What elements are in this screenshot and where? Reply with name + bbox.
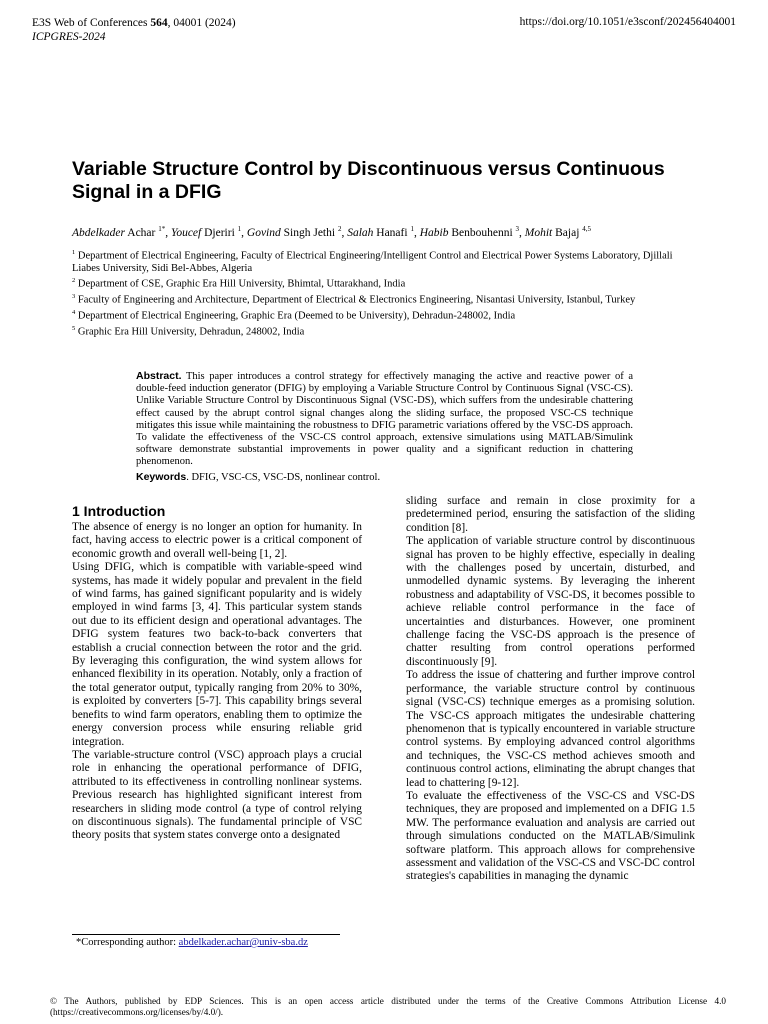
paragraph: Using DFIG, which is compatible with variable-speed wind systems, has made it widely popular and prevalent in the field of wind farms, has gained significant popularity and is widely employed in wind farms [3, 4]. This particular system stands out due to its efficient design and operational advantages. The DFIG system features two back-to-back converters that establish a crucial connection between the rotor and the grid. By leveraging this configuration, the wind system allows for enhanced flexibility in its operation. Notably, only a fraction of the total generator output, typically ranging from 20% to 30%, is exploited by converters [5-7]. This capability brings several benefits to wind farm operators, enabling them to optimize the energy conversion process while ensuring reliable grid integration. (72, 561, 362, 748)
affiliation-list (72, 247, 702, 339)
paragraph: sliding surface and remain in close proximity for a predetermined period, ensuring the satisfaction of the sliding condition [8]. (406, 495, 695, 534)
affiliation-text: Department of Electrical Engineering, Faculty of Electrical Engineering/Intelligent Control and Electrical Power Systems Laboratory, Djillali Liabes University, Sidi Bel-Abbes, Algeria (72, 250, 673, 274)
keywords-label: Keywords (136, 471, 187, 483)
section-heading: 1 Introduction (72, 503, 166, 519)
author-affiliation-ref: 1 (237, 225, 242, 233)
author-affiliation-ref: 3 (515, 225, 520, 233)
journal-header (32, 16, 236, 30)
paragraph: The variable-structure control (VSC) approach plays a crucial role in enhancing the operational performance of DFIG, attributed to its effectiveness in controlling nonlinear systems. Previous research has highlighted significant interest from researchers in sliding mode control (a type of control relying on discontinuous signals). The fundamental principle of VSC theory posits that system states converge onto a designated (72, 748, 362, 842)
author-last-name: Singh Jethi (283, 226, 336, 239)
affiliation-text: Department of Electrical Engineering, Graphic Era (Deemed to be University), Dehradun-248002, India (77, 310, 516, 322)
affiliation-number: 2 (72, 277, 76, 285)
affiliation (72, 307, 702, 323)
author-affiliation-ref: 2 (337, 225, 342, 233)
author-email-link[interactable]: abdelkader.achar@univ-sba.dz (178, 937, 308, 948)
author-last-name: Bajaj (555, 226, 580, 239)
journal-volume: 564 (150, 17, 168, 29)
affiliation-number: 4 (72, 309, 76, 317)
license-footer: © The Authors, published by EDP Sciences. This is an open access article distributed under the terms of the Creative Commons Attribution License 4.0 (https://creativecommons.org/licenses/by/4.0/). (50, 996, 726, 1017)
paragraph: The absence of energy is no longer an option for humanity. In fact, having access to electric power is a critical component of economic growth and overall well-being [1, 2]. (72, 521, 362, 560)
affiliation-text: Graphic Era Hill University, Dehradun, 248002, India (77, 326, 305, 338)
footnote (76, 937, 308, 948)
affiliation (72, 247, 702, 275)
abstract-label: Abstract. (136, 370, 182, 382)
author-first-name: Abdelkader (72, 226, 126, 239)
author-affiliation-ref: 1* (158, 225, 166, 233)
paragraph: The application of variable structure control by discontinuous signal has proven to be highly effective, especially in dealing with the challenges posed by uncertain, disturbed, and unmodelled dynamic systems. By leveraging the inherent robustness and adaptability of VSC-DS, it becomes possible to achieve reliable control performance in the face of uncertainties and disturbances. However, one prominent challenge facing the VSC-DS approach is the presence of chatter resulting from control operations performed discontinuously [9]. (406, 535, 695, 668)
paragraph: To evaluate the effectiveness of the VSC-CS and VSC-DS techniques, they are proposed and implemented on a DFIG 1.5 MW. The performance evaluation and analysis are carried out through simulations conducted on the MATLAB/Simulink software platform. This approach allows for comprehensive assessment and validation of the VSC-CS and VSC-DC control strategies's capabilities in managing the dynamic (406, 789, 695, 883)
author-last-name: Djeriri (204, 226, 235, 239)
affiliation-text: Department of CSE, Graphic Era Hill University, Bhimtal, Uttarakhand, India (77, 278, 406, 290)
doi-link[interactable]: https://doi.org/10.1051/e3sconf/202456404001 (519, 16, 736, 28)
article-number: , 04001 (2024) (167, 17, 236, 29)
keywords-text: . DFIG, VSC-CS, VSC-DS, nonlinear control. (186, 472, 381, 483)
author-first-name: Youcef (170, 226, 202, 239)
author-first-name: Salah (347, 226, 374, 239)
author-list: Abdelkader Achar $^{1*}$, Youcef Djeriri $^1$, Govind Singh Jethi $^2$, Salah Hanafi $^1$, Habib Benbouhenni $^3$, Mohit Bajaj $^{4,5}$ (72, 225, 592, 239)
footnote-divider (72, 934, 340, 935)
footnote-label: *Corresponding author: (76, 937, 179, 948)
affiliation-number: 3 (72, 293, 76, 301)
right-column (406, 495, 695, 884)
author-last-name: Achar (127, 226, 156, 239)
affiliation-number: 5 (72, 325, 76, 333)
author-affiliation-ref: 1 (410, 225, 414, 233)
left-column (72, 521, 362, 843)
author-first-name: Govind (246, 226, 281, 239)
affiliation-text: Faculty of Engineering and Architecture, Department of Electrical & Electronics Engineering, Nisantasi University, Istanbul, Turkey (77, 294, 636, 306)
affiliation-number: 1 (72, 249, 76, 256)
conference-name: ICPGRES-2024 (32, 31, 106, 43)
abstract (136, 370, 633, 469)
author-last-name: Hanafi (376, 226, 408, 239)
keywords (136, 471, 633, 484)
author-affiliation-ref: 4,5 (582, 225, 592, 233)
journal-name: E3S Web of Conferences (32, 17, 148, 29)
author-first-name: Mohit (524, 226, 553, 239)
abstract-text: This paper introduces a control strategy for effectively managing the active and reactive power of a double-feed induction generator (DFIG) by employing a Variable Structure Control by Continuous Signal (VSC-CS). Unlike Variable Structure Control by Discontinuous Signal (VSC-DS), which suffers from the undesirable chattering effect caused by the abrupt control signal changes along the sliding surface, the proposed VSC-CS technique mitigates this issue while maintaining the robustness to DFIG parametric variations offered by the VSC-DS approach. To validate the effectiveness of the VSC-CS control approach, extensive simulations using MATLAB/Simulink software demonstrate substantial improvements in power quality and a significant reduction in chattering phenomenon. (136, 371, 633, 468)
affiliation (72, 323, 702, 339)
paragraph: To address the issue of chattering and further improve control performance, the variable structure control by continuous signal (VSC-CS) technique emerges as a promising solution. The VSC-CS approach mitigates the undesirable chattering phenomenon that is typically encountered in variable structure control systems. By employing advanced control algorithms and techniques, the VSC-CS method achieves smooth and continuous control actions, eliminating the abrupt changes that lead to chattering [9-12]. (406, 669, 695, 789)
affiliation (72, 275, 702, 291)
affiliation (72, 291, 702, 307)
author-first-name: Habib (419, 226, 449, 239)
paper-title: Variable Structure Control by Discontinuous versus Continuous Signal in a DFIG (72, 158, 665, 203)
author-last-name: Benbouhenni (451, 226, 513, 239)
